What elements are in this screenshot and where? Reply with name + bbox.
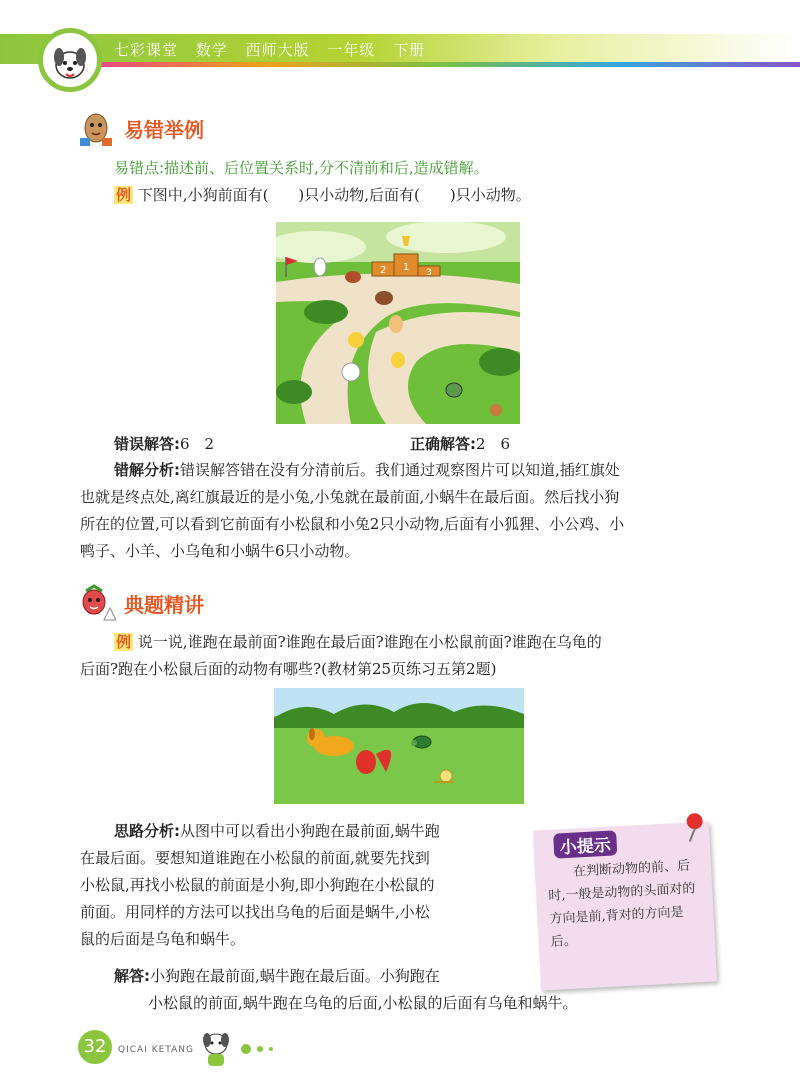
analysis-line-4: 鸭子、小羊、小乌龟和小蜗牛6只小动物。 — [80, 542, 360, 560]
section-title-common-mistakes: 易错举例 — [124, 118, 204, 142]
error-point: 易错点:描述前、后位置关系时,分不清前和后,造成错解。 — [114, 159, 489, 177]
correct-answer-value: 2 6 — [476, 435, 511, 453]
header-rainbow-line — [80, 62, 800, 67]
analysis-line-2: 也就是终点处,离红旗最近的是小兔,小兔就在最前面,小蜗牛在最后面。然后找小狗 — [80, 488, 620, 506]
wrong-answer — [114, 433, 214, 455]
think-label: 思路分析: — [114, 822, 180, 840]
section-title-typical-problems: 典题精讲 — [124, 593, 204, 617]
think-line-5: 鼠的后面是乌龟和蜗牛。 — [80, 930, 246, 948]
example-1-text: 下图中,小狗前面有( )只小动物,后面有( )只小动物。 — [137, 186, 531, 204]
correct-answer-label: 正确解答: — [410, 435, 476, 453]
podium-label-1: 1 — [403, 262, 410, 273]
wrong-answer-label: 错误解答: — [114, 435, 180, 453]
error-analysis — [80, 457, 720, 565]
example-2-line-1: 说一说,谁跑在最前面?谁跑在最后面?谁跑在小松鼠前面?谁跑在乌龟的 — [137, 633, 602, 651]
header-subject: 数学 — [195, 41, 228, 59]
think-line-4: 前面。用同样的方法可以找出乌龟的后面是蜗牛,小松 — [80, 903, 430, 921]
footer-mascot-icon — [196, 1026, 236, 1074]
tip-title: 小提示 — [553, 830, 617, 858]
mascot-dog-icon — [38, 28, 102, 92]
header-volume: 下册 — [393, 41, 426, 59]
example-2 — [80, 629, 720, 683]
podium-label-3: 3 — [426, 268, 432, 278]
answer-line-1: 小狗跑在最前面,蜗牛跑在最后面。小狗跑在 — [150, 967, 440, 985]
answer-label: 解答: — [114, 967, 150, 985]
race-track-illustration — [276, 222, 520, 424]
correct-answer — [410, 433, 510, 455]
think-line-1: 从图中可以看出小狗跑在最前面,蜗牛跑 — [180, 822, 440, 840]
strawberry-mascot-icon — [76, 582, 116, 622]
think-line-2: 在最后面。要想知道谁跑在小松鼠的前面,就要先找到 — [80, 849, 430, 867]
example-2-line-2: 后面?跑在小松鼠后面的动物有哪些?(教材第25页练习五第2题) — [80, 660, 497, 678]
analysis-line-1: 错误解答错在没有分清前后。我们通过观察图片可以知道,插红旗处 — [180, 461, 620, 479]
potato-mascot-icon — [76, 108, 116, 148]
footer-brand: QICAI KETANG — [118, 1045, 194, 1055]
header-grade: 一年级 — [327, 41, 376, 59]
wrong-answer-value: 6 2 — [180, 435, 215, 453]
thinking-analysis — [80, 818, 530, 953]
animals-running-illustration — [274, 688, 524, 804]
analysis-line-3: 所在的位置,可以看到它前面有小松鼠和小兔2只小动物,后面有小狐狸、小公鸡、小 — [80, 515, 625, 533]
think-line-3: 小松鼠,再找小松鼠的前面是小狗,即小狗跑在小松鼠的 — [80, 876, 435, 894]
tip-text: 在判断动物的前、后时,一般是动物的头面对的方向是前,背对的方向是后。 — [548, 858, 696, 950]
example-tag: 例 — [116, 186, 132, 204]
tip-note — [533, 822, 717, 991]
example-2-tag: 例 — [116, 633, 132, 651]
analysis-label: 错解分析: — [114, 461, 180, 479]
header-title — [114, 39, 437, 60]
example-1 — [114, 184, 531, 206]
footer-dots — [240, 1040, 280, 1059]
header-brand: 七彩课堂 — [114, 41, 179, 59]
header-edition: 西师大版 — [245, 41, 310, 59]
pushpin-icon — [682, 812, 708, 847]
page-number: 32 — [78, 1030, 112, 1064]
podium-label-2: 2 — [380, 265, 387, 276]
answer-line-2: 小松鼠的前面,蜗牛跑在乌龟的后面,小松鼠的后面有乌龟和蜗牛。 — [148, 994, 578, 1012]
